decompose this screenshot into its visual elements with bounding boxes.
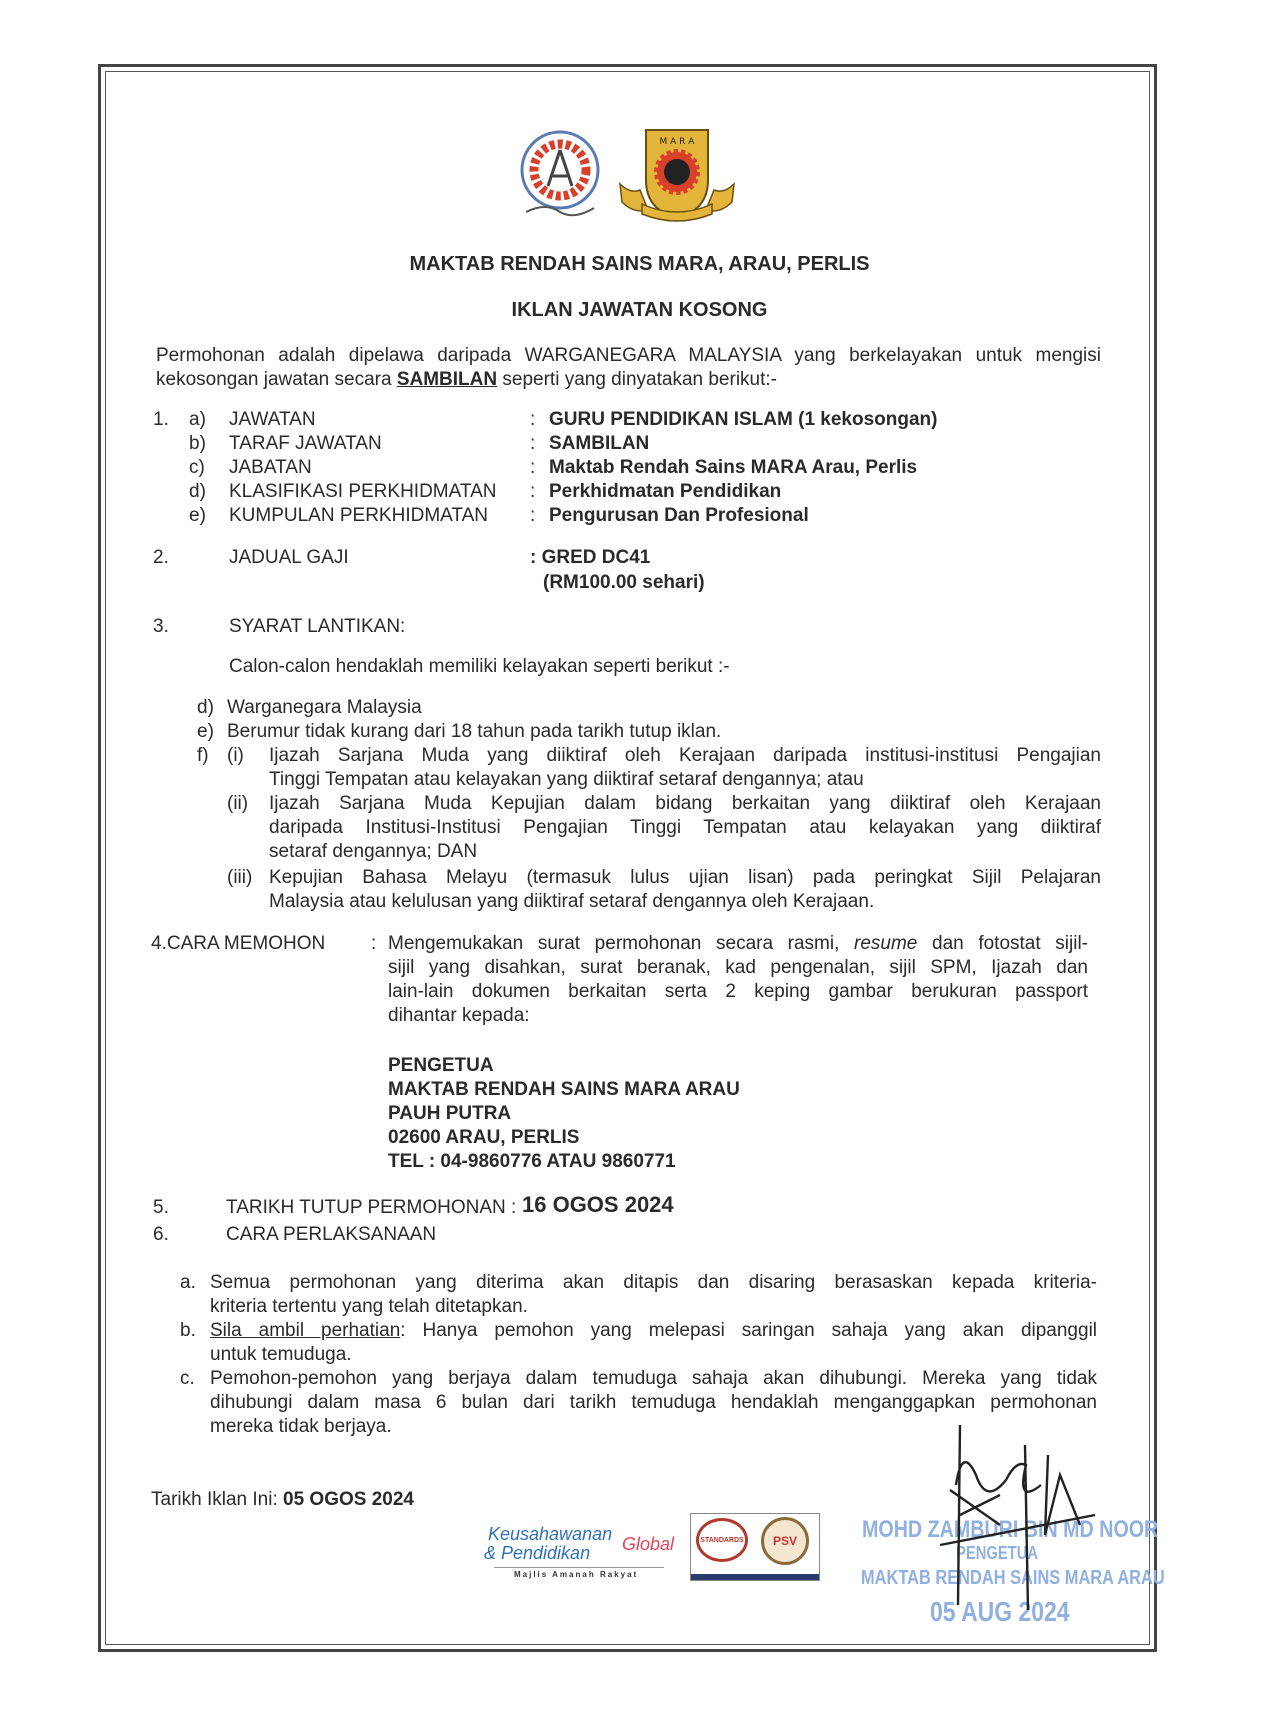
section-4-colon: :	[371, 933, 377, 954]
institution-title: MAKTAB RENDAH SAINS MARA, ARAU, PERLIS	[409, 253, 870, 275]
notice-emphasis: Sila ambil perhatian	[210, 1320, 401, 1341]
salary-rate: (RM100.00 sehari)	[543, 572, 705, 593]
section-4-label: 4.CARA MEMOHON	[151, 933, 326, 954]
advert-date: Tarikh Iklan Ini: 05 OGOS 2024	[151, 1489, 414, 1510]
brand-subtitle: Majlis Amanah Rakyat	[514, 1570, 639, 1579]
implementation-line: dihubungi dalam masa 6 bulan dari tarikh temuduga hendaklah menganggapkan permohonan	[210, 1392, 1097, 1413]
row-colon: :	[530, 457, 536, 478]
address-line: PENGETUA	[388, 1055, 494, 1076]
salary-grade: : GRED DC41	[530, 547, 651, 568]
majlis-amanah-rakyat-logo	[516, 128, 604, 222]
standards-badge: STANDARDS	[696, 1518, 748, 1562]
req-d-letter: d)	[197, 697, 214, 718]
implementation-line: mereka tidak berjaya.	[210, 1416, 392, 1437]
row-value: Pengurusan Dan Profesional	[549, 505, 809, 526]
section-6-number: 6.	[153, 1224, 169, 1245]
row-label: JABATAN	[229, 457, 312, 478]
stamp-date: 05 AUG 2024	[930, 1596, 1070, 1627]
svg-text:M A R A: M A R A	[659, 137, 695, 147]
row-value: Perkhidmatan Pendidikan	[549, 481, 782, 502]
signature	[900, 1415, 1100, 1615]
requirement-line: Ijazah Sarjana Muda Kepujian dalam bidang berkaitan yang diiktiraf oleh Kerajaan	[269, 793, 1101, 814]
certification-badges	[690, 1513, 820, 1581]
row-letter: d)	[189, 481, 206, 502]
row-colon: :	[530, 433, 536, 454]
row-label: TARAF JAWATAN	[229, 433, 382, 454]
requirement-line: setaraf dengannya; DAN	[269, 841, 478, 862]
address-line: 02600 ARAU, PERLIS	[388, 1127, 580, 1148]
document-title: IKLAN JAWATAN KOSONG	[511, 299, 768, 321]
brand-global: Global	[622, 1534, 675, 1554]
implementation-line: Pemohon-pemohon yang berjaya dalam temuduga sahaja akan dihubungi. Mereka yang tidak	[210, 1368, 1097, 1389]
row-letter: e)	[189, 505, 206, 526]
section-4-line-3: lain-lain dokumen berkaitan serta 2 keping gambar berukuran passport	[388, 981, 1088, 1002]
notice-text: : Hanya pemohon yang melepasi saringan sahaja yang akan dipanggil	[400, 1320, 1098, 1341]
address-line: TEL : 04-9860776 ATAU 9860771	[388, 1151, 676, 1172]
stamp-org: MAKTAB RENDAH SAINS MARA ARAU	[861, 1567, 1165, 1589]
req-e-letter: e)	[197, 721, 214, 742]
item-letter: b.	[180, 1320, 196, 1341]
mara-crest-logo	[616, 124, 738, 224]
req-d-text: Warganegara Malaysia	[227, 697, 422, 718]
section-3-number: 3.	[153, 616, 169, 637]
req-e-text: Berumur tidak kurang dari 18 tahun pada tarikh tutup iklan.	[227, 721, 722, 742]
row-colon: :	[530, 409, 536, 430]
row-value: GURU PENDIDIKAN ISLAM (1 kekosongan)	[549, 409, 938, 430]
item-letter: c.	[180, 1368, 195, 1389]
roman-numeral: (ii)	[227, 793, 249, 814]
section-4-line-2: sijil yang disahkan, surat beranak, kad pengenalan, sijil SPM, Ijazah dan	[388, 957, 1088, 978]
section-5-number: 5.	[153, 1197, 169, 1218]
stamp-title: PENGETUA	[956, 1543, 1039, 1563]
intro-line-2: kekosongan jawatan secara SAMBILAN seperti yang dinyatakan berikut:-	[156, 369, 777, 390]
brand-line-1: Keusahawanan	[488, 1524, 613, 1544]
requirement-line: daripada Institusi-Institusi Pengajian Tinggi Tempatan atau kelayakan yang diiktiraf	[269, 817, 1101, 838]
stamp-name: MOHD ZAMBURI BIN MD NOOR	[862, 1516, 1159, 1543]
row-label: KLASIFIKASI PERKHIDMATAN	[229, 481, 497, 502]
roman-numeral: (i)	[227, 745, 244, 766]
section-4-line-4: dihantar kepada:	[388, 1005, 530, 1026]
requirement-line: Kepujian Bahasa Melayu (termasuk lulus ujian lisan) pada peringkat Sijil Pelajaran	[269, 867, 1101, 888]
requirements-intro: Calon-calon hendaklah memiliki kelayakan seperti berikut :-	[229, 656, 730, 677]
requirements-label: SYARAT LANTIKAN:	[229, 616, 406, 637]
closing-date-value: 16 OGOS 2024	[522, 1192, 674, 1217]
requirement-line: Malaysia atau kelulusan yang diiktiraf setaraf dengannya oleh Kerajaan.	[269, 891, 875, 912]
row-colon: :	[530, 481, 536, 502]
row-letter: c)	[189, 457, 205, 478]
psv-badge: PSV	[761, 1517, 809, 1565]
row-value: Maktab Rendah Sains MARA Arau, Perlis	[549, 457, 918, 478]
row-label: KUMPULAN PERKHIDMATAN	[229, 505, 488, 526]
row-letter: a)	[189, 409, 206, 430]
section-4-line-1: Mengemukakan surat permohonan secara rasmi, resume dan fotostat sijil-	[388, 933, 1088, 954]
section-2-number: 2.	[153, 547, 169, 568]
requirement-line: Tinggi Tempatan atau kelayakan yang diiktiraf setaraf dengannya; atau	[269, 769, 864, 790]
requirement-line: Ijazah Sarjana Muda yang diiktiraf oleh Kerajaan daripada institusi-institusi Pengajian	[269, 745, 1101, 766]
implementation-line: kriteria tertentu yang telah ditetapkan.	[210, 1296, 528, 1317]
row-label: JAWATAN	[229, 409, 316, 430]
row-value: SAMBILAN	[549, 433, 650, 454]
row-letter: b)	[189, 433, 206, 454]
address-line: MAKTAB RENDAH SAINS MARA ARAU	[388, 1079, 740, 1100]
req-f-letter: f)	[197, 745, 209, 766]
address-line: PAUH PUTRA	[388, 1103, 512, 1124]
intro-line-1: Permohonan adalah dipelawa daripada WARGANEGARA MALAYSIA yang berkelayakan untuk mengisi	[156, 345, 1101, 366]
item-letter: a.	[180, 1272, 196, 1293]
implementation-line: Semua permohonan yang diterima akan ditapis dan disaring berasaskan kepada kriteria-	[210, 1272, 1097, 1293]
implementation-line: untuk temuduga.	[210, 1344, 352, 1365]
roman-numeral: (iii)	[227, 867, 253, 888]
keusahawanan-logo	[484, 1524, 694, 1584]
closing-date-label: TARIKH TUTUP PERMOHONAN :	[226, 1197, 517, 1218]
salary-label: JADUAL GAJI	[229, 547, 349, 568]
row-colon: :	[530, 505, 536, 526]
implementation-label: CARA PERLAKSANAAN	[226, 1224, 437, 1245]
brand-line-2: & Pendidikan	[484, 1543, 591, 1563]
implementation-line	[210, 1319, 1097, 1343]
section-1-number: 1.	[153, 409, 169, 430]
